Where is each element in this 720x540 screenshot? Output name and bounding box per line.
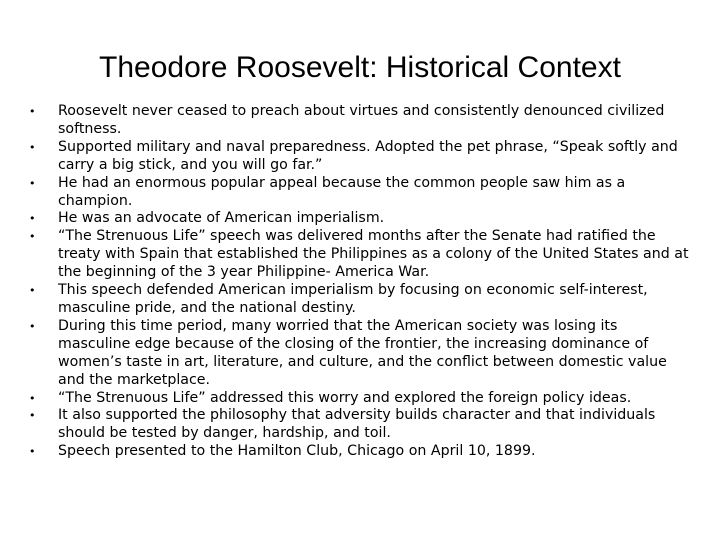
bullet-text: Roosevelt never ceased to preach about virtues and consistently denounced civilized softness. [58,103,665,137]
bullet-dot-icon: • [29,284,36,298]
bullet-text: This speech defended American imperialism by focusing on economic self-interest, masculine pride, and the national destiny. [58,282,648,316]
bullet-item [25,228,690,282]
bullet-item [25,390,690,408]
bullet-item [25,282,690,318]
bullet-item [25,318,690,390]
bullet-text: “The Strenuous Life” addressed this worry and explored the foreign policy ideas. [58,389,632,406]
bullet-text: During this time period, many worried that the American society was losing its masculine edge because of the closing of the frontier, the increasing dominance of women’s taste in art, literature, and culture, and the conflict between domestic value and the marketplace. [58,317,667,388]
bullet-dot-icon: • [29,212,36,226]
bullet-dot-icon: • [29,391,36,405]
bullet-item [25,175,690,211]
slide-title: Theodore Roosevelt: Historical Context [99,51,621,84]
bullet-dot-icon: • [29,319,36,333]
bullet-text: Supported military and naval preparedness. Adopted the pet phrase, “Speak softly and carry a big stick, and you will go far.” [58,138,678,173]
bullet-dot-icon: • [29,445,36,459]
bullet-text: It also supported the philosophy that adversity builds character and that individuals should be tested by danger, hardship, and toil. [58,407,656,442]
bullet-item [25,407,690,443]
bullet-text: “The Strenuous Life” speech was delivered months after the Senate had ratified the treaty with Spain that established the Philippines as a colony of the United States and at the beginning of the 3 year Philippine- America War. [58,228,689,281]
bullet-list [25,103,690,461]
bullet-dot-icon: • [29,230,36,244]
bullet-item [25,103,690,139]
bullet-text: He was an advocate of American imperialism. [58,210,385,227]
bullet-dot-icon: • [29,140,36,154]
bullet-text: He had an enormous popular appeal because the common people saw him as a champion. [58,174,626,209]
bullet-dot-icon: • [29,105,36,118]
bullet-text: Speech presented to the Hamilton Club, Chicago on April 10, 1899. [58,443,536,460]
bullet-dot-icon: • [29,176,36,190]
bullet-item [25,443,690,461]
bullet-dot-icon: • [29,409,36,423]
bullet-item [25,210,690,228]
bullet-item [25,139,690,175]
